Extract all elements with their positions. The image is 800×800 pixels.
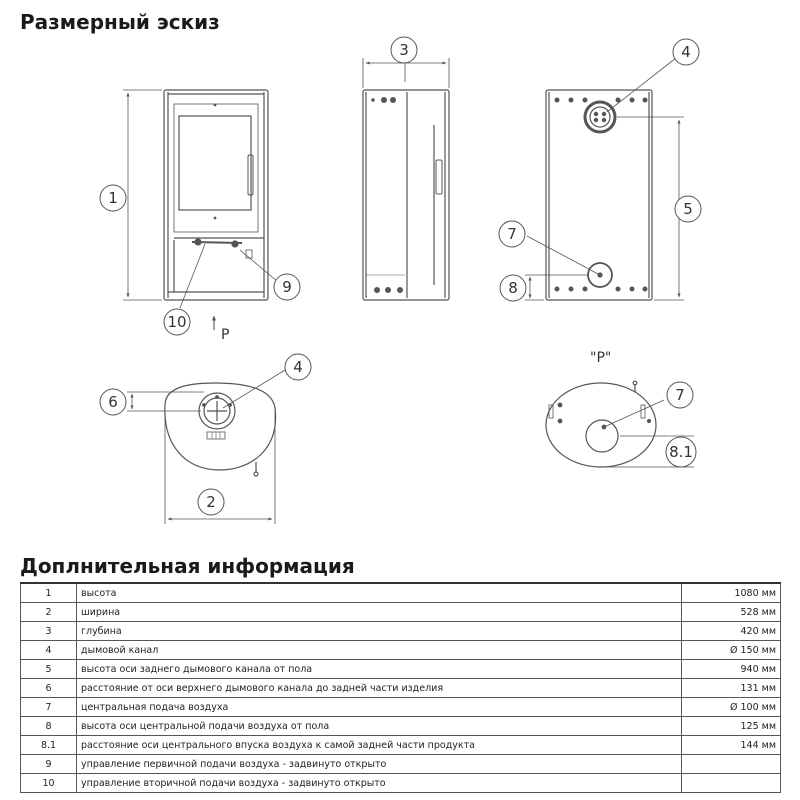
cell-value: 1080 мм (682, 583, 781, 603)
callout-bubble (164, 309, 190, 335)
cell-value: 940 мм (682, 660, 781, 679)
cell-value: 131 мм (682, 679, 781, 698)
table-row (21, 583, 781, 603)
callout-label: 7 (675, 386, 685, 404)
cell-num: 9 (21, 755, 77, 774)
callout-label: 8.1 (669, 443, 693, 461)
callout-label: 6 (108, 393, 118, 411)
callout-label: 4 (681, 43, 691, 61)
cell-desc: расстояние от оси верхнего дымового канала до задней части изделия (77, 679, 682, 698)
cell-num: 4 (21, 641, 77, 660)
cell-desc: высота оси заднего дымового канала от пола (77, 660, 682, 679)
cell-value (682, 755, 781, 774)
callout-bubble (500, 275, 526, 301)
cell-num: 5 (21, 660, 77, 679)
table-row (21, 736, 781, 755)
cell-desc: глубина (77, 622, 682, 641)
callout-bubble (198, 489, 224, 515)
cell-num: 3 (21, 622, 77, 641)
callout-label: 3 (399, 41, 409, 59)
table-row (21, 698, 781, 717)
cell-num: 10 (21, 774, 77, 793)
table-row (21, 679, 781, 698)
callout-bubble (673, 39, 699, 65)
cell-num: 8.1 (21, 736, 77, 755)
table-row (21, 774, 781, 793)
callout-bubble (666, 437, 696, 467)
callout-label: 7 (507, 225, 517, 243)
top-outline (165, 383, 276, 470)
callout-bubble (285, 354, 311, 380)
callout-label: 9 (282, 278, 292, 296)
view-label-p-quoted: "P" (590, 350, 612, 366)
air-intake-bottom (586, 420, 618, 452)
cell-num: 1 (21, 583, 77, 603)
cell-value: 125 мм (682, 717, 781, 736)
section-title: Доплнительная информация (20, 554, 355, 578)
callout-bubble (100, 389, 126, 415)
callout-bubble (499, 221, 525, 247)
callout-bubble (274, 274, 300, 300)
cell-value: Ø 150 мм (682, 641, 781, 660)
cell-desc: дымовой канал (77, 641, 682, 660)
top-view (165, 383, 276, 476)
cell-desc: высота (77, 583, 682, 603)
cell-desc: центральная подача воздуха (77, 698, 682, 717)
cell-value (682, 774, 781, 793)
cell-num: 2 (21, 603, 77, 622)
callout-bubble (675, 196, 701, 222)
cell-desc: расстояние оси центрального впуска воздуха к самой задней части продукта (77, 736, 682, 755)
side-body (363, 90, 449, 300)
page-title: Размерный эскиз (20, 10, 220, 34)
cell-value: 144 мм (682, 736, 781, 755)
cell-desc: высота оси центральной подачи воздуха от пола (77, 717, 682, 736)
table-row (21, 622, 781, 641)
callout-label: 2 (206, 493, 216, 511)
cell-value: 420 мм (682, 622, 781, 641)
cell-value: Ø 100 мм (682, 698, 781, 717)
side-handle (436, 160, 442, 194)
back-view (546, 90, 652, 300)
callout-bubble (391, 37, 417, 63)
front-view (164, 90, 268, 300)
view-label-p: P (221, 327, 230, 343)
cell-desc: управление первичной подачи воздуха - задвинуто открыто (77, 755, 682, 774)
dim-1 (123, 90, 162, 300)
back-body (546, 90, 652, 300)
cell-desc: ширина (77, 603, 682, 622)
callout-label: 1 (108, 189, 118, 207)
table-row (21, 641, 781, 660)
cell-num: 7 (21, 698, 77, 717)
bottom-view (546, 381, 656, 467)
cell-num: 6 (21, 679, 77, 698)
callout-label: 4 (293, 358, 303, 376)
callout-label: 5 (683, 200, 693, 218)
info-table (20, 582, 781, 793)
cell-desc: управление вторичной подачи воздуха - задвинуто открыто (77, 774, 682, 793)
dim-5 (617, 117, 684, 300)
callout-label: 10 (167, 313, 187, 331)
table-row (21, 755, 781, 774)
callout-label: 8 (508, 279, 518, 297)
callout-bubble (100, 185, 126, 211)
bottom-outline (546, 383, 656, 467)
cell-value: 528 мм (682, 603, 781, 622)
table-row (21, 603, 781, 622)
table-row (21, 660, 781, 679)
side-view (363, 90, 449, 300)
cell-num: 8 (21, 717, 77, 736)
table-row (21, 717, 781, 736)
door-glass (179, 116, 251, 210)
callout-bubble (667, 382, 693, 408)
